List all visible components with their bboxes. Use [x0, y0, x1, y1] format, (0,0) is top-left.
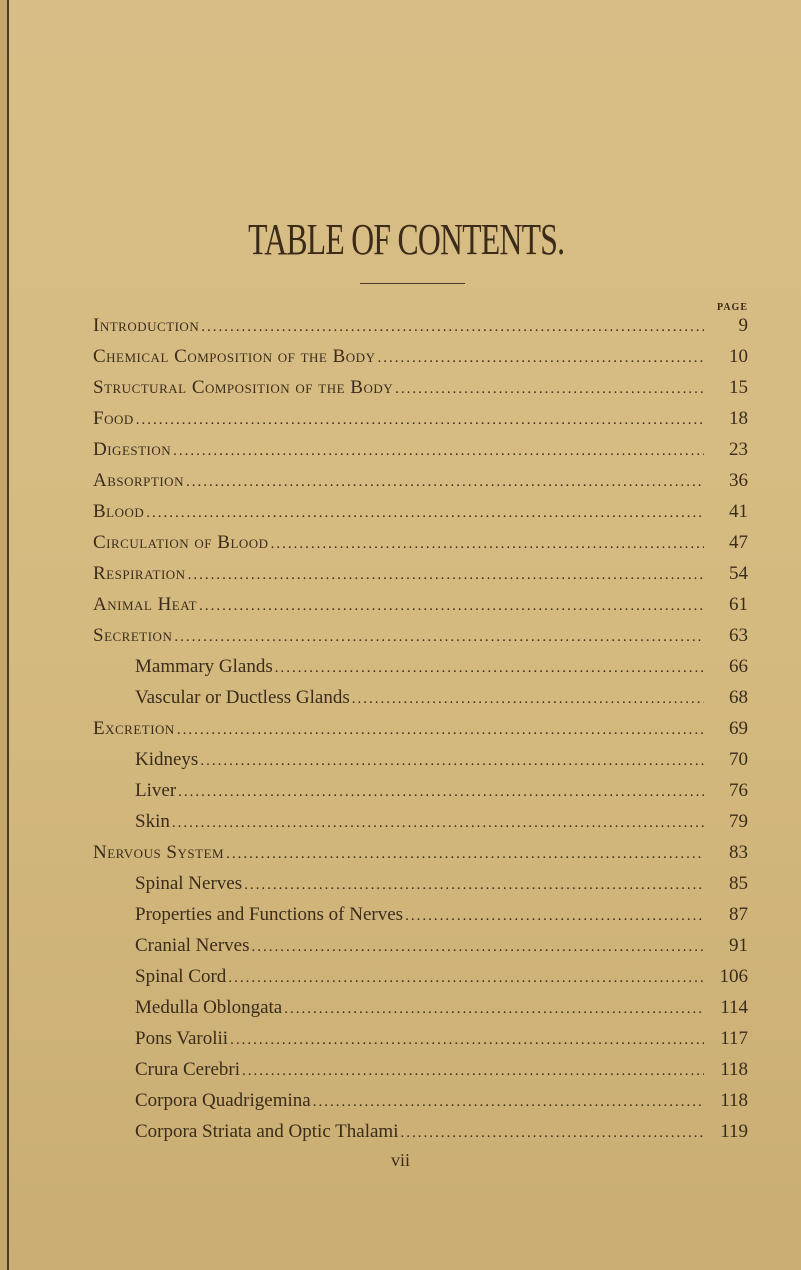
- toc-entry: [93, 310, 748, 341]
- toc-entry-label: Food: [93, 408, 134, 429]
- toc-entry: [93, 527, 748, 558]
- toc-entry: [93, 372, 748, 403]
- toc-entry: [93, 961, 748, 992]
- toc-entry-page: 87: [729, 904, 748, 925]
- toc-entry-label: Excretion: [93, 718, 175, 739]
- toc-entry: [93, 806, 748, 837]
- toc-entry-label: Skin: [135, 811, 170, 832]
- toc-entry: [93, 899, 748, 930]
- dot-leader: [226, 839, 704, 870]
- toc-entry: [93, 651, 748, 682]
- toc-entry-label: Vascular or Ductless Glands: [135, 687, 350, 708]
- toc-entry-page: 119: [720, 1121, 748, 1142]
- dot-leader: [178, 777, 704, 808]
- dot-leader: [284, 994, 704, 1025]
- toc-entry-label: Nervous System: [93, 842, 225, 863]
- dot-leader: [177, 715, 704, 746]
- toc-entry-page: 41: [729, 501, 748, 522]
- toc-entry: [93, 1054, 748, 1085]
- toc-entry-label: Introduction: [93, 315, 200, 336]
- book-binding-edge: [0, 0, 9, 1270]
- toc-entry: [93, 1116, 748, 1147]
- title-rule: [360, 283, 465, 284]
- dot-leader: [186, 467, 704, 498]
- toc-entry-label: Kidneys: [135, 749, 199, 770]
- toc-entry-page: 91: [729, 935, 748, 956]
- toc-entry: [93, 589, 748, 620]
- toc-entry: [93, 930, 748, 961]
- toc-entry-page: 117: [720, 1028, 748, 1049]
- toc-entry: [93, 620, 748, 651]
- toc-entry-page: 23: [729, 439, 748, 460]
- toc-entry-label: Respiration: [93, 563, 186, 584]
- toc-entry-page: 68: [729, 687, 748, 708]
- toc-entry: [93, 403, 748, 434]
- dot-leader: [199, 591, 704, 622]
- dot-leader: [400, 1118, 704, 1149]
- dot-leader: [405, 901, 704, 932]
- toc-entry: [93, 341, 748, 372]
- dot-leader: [395, 374, 704, 405]
- toc-entry-page: 36: [729, 470, 748, 491]
- toc-entry-page: 85: [729, 873, 748, 894]
- toc-entry-page: 15: [729, 377, 748, 398]
- toc-entry-label: Pons Varolii: [135, 1028, 229, 1049]
- toc-entry: [93, 837, 748, 868]
- dot-leader: [146, 498, 704, 529]
- dot-leader: [244, 870, 704, 901]
- toc-entry-label: Corpora Quadrigemina: [135, 1090, 311, 1111]
- toc-entry: [93, 1085, 748, 1116]
- toc-entry: [93, 744, 748, 775]
- toc-entry-page: 106: [719, 966, 748, 987]
- toc-list: [93, 310, 748, 1147]
- toc-entry: [93, 682, 748, 713]
- dot-leader: [242, 1056, 704, 1087]
- dot-leader: [172, 808, 704, 839]
- dot-leader: [228, 963, 704, 994]
- toc-entry-page: 79: [729, 811, 748, 832]
- toc-entry: [93, 713, 748, 744]
- toc-entry-label: Structural Composition of the Body: [93, 377, 394, 398]
- toc-entry-page: 10: [729, 346, 748, 367]
- dot-leader: [275, 653, 704, 684]
- page-column-label: PAGE: [716, 302, 748, 313]
- toc-entry-label: Cranial Nerves: [135, 935, 250, 956]
- toc-entry-label: Spinal Nerves: [135, 873, 243, 894]
- toc-entry-label: Liver: [135, 780, 177, 801]
- page-title: TABLE OF CONTENTS.: [248, 215, 565, 264]
- dot-leader: [251, 932, 704, 963]
- toc-entry: [93, 496, 748, 527]
- dot-leader: [377, 343, 704, 374]
- toc-entry-label: Properties and Functions of Nerves: [135, 904, 404, 925]
- dot-leader: [136, 405, 704, 436]
- toc-entry-page: 76: [729, 780, 748, 801]
- toc-entry-page: 18: [729, 408, 748, 429]
- dot-leader: [188, 560, 704, 591]
- toc-entry-page: 66: [729, 656, 748, 677]
- toc-entry-page: 63: [729, 625, 748, 646]
- toc-entry-page: 118: [720, 1090, 748, 1111]
- dot-leader: [173, 436, 704, 467]
- toc-entry: [93, 868, 748, 899]
- toc-entry-label: Animal Heat: [93, 594, 198, 615]
- dot-leader: [200, 746, 704, 777]
- toc-entry-page: 47: [729, 532, 748, 553]
- toc-entry: [93, 465, 748, 496]
- page-folio: vii: [390, 1150, 410, 1170]
- toc-entry: [93, 558, 748, 589]
- dot-leader: [313, 1087, 704, 1118]
- toc-entry-label: Medulla Oblongata: [135, 997, 283, 1018]
- toc-entry-label: Absorption: [93, 470, 184, 491]
- toc-entry-label: Chemical Composition of the Body: [93, 346, 376, 367]
- toc-entry-label: Spinal Cord: [135, 966, 227, 987]
- toc-entry-label: Blood: [93, 501, 145, 522]
- toc-entry: [93, 992, 748, 1023]
- toc-entry-page: 61: [729, 594, 748, 615]
- dot-leader: [352, 684, 704, 715]
- toc-entry-page: 9: [738, 315, 748, 336]
- toc-entry-label: Corpora Striata and Optic Thalami: [135, 1121, 399, 1142]
- toc-entry-label: Secretion: [93, 625, 173, 646]
- toc-entry-page: 118: [720, 1059, 748, 1080]
- toc-entry-page: 69: [729, 718, 748, 739]
- toc-entry-page: 83: [729, 842, 748, 863]
- toc-entry: [93, 434, 748, 465]
- dot-leader: [230, 1025, 704, 1056]
- dot-leader: [174, 622, 704, 653]
- toc-entry-page: 54: [729, 563, 748, 584]
- dot-leader: [271, 529, 704, 560]
- toc-entry-page: 70: [729, 749, 748, 770]
- toc-entry: [93, 1023, 748, 1054]
- toc-entry-label: Circulation of Blood: [93, 532, 269, 553]
- dot-leader: [201, 312, 704, 343]
- toc-entry-label: Digestion: [93, 439, 172, 460]
- toc-entry-label: Crura Cerebri: [135, 1059, 240, 1080]
- toc-entry-page: 114: [720, 997, 748, 1018]
- toc-entry-label: Mammary Glands: [135, 656, 273, 677]
- toc-entry: [93, 775, 748, 806]
